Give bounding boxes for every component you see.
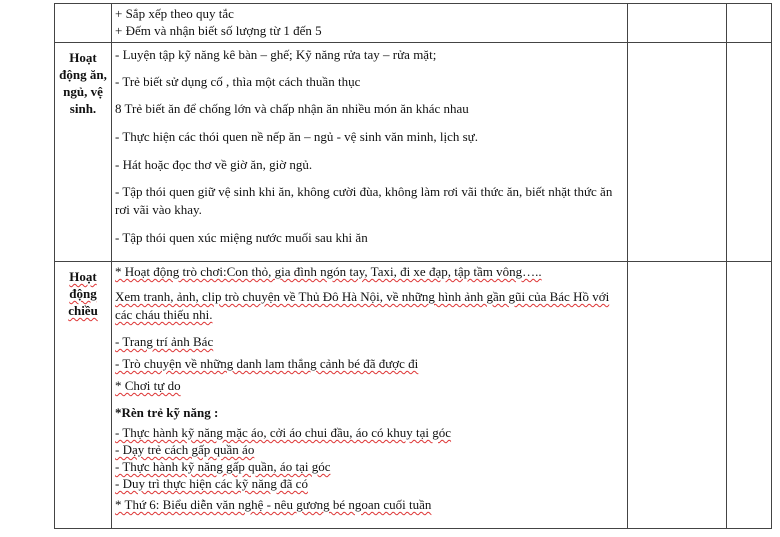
content-line: - Thực hiện các thói quen nề nếp ăn – ngủ - vệ sinh văn minh, lịch sự. [115, 129, 478, 144]
activity-content-cell [112, 4, 628, 43]
activity-label: Hoạt động chiều [68, 269, 98, 318]
content-line: - Trò chuyện về những danh lam thắng cảnh bé đã được đi [115, 356, 419, 371]
activity-content-cell [112, 262, 628, 529]
content-line: + Sắp xếp theo quy tắc [115, 6, 234, 21]
activity-content-cell [112, 43, 628, 262]
activity-label: Hoạt động ăn, ngủ, vệ sinh. [59, 50, 107, 116]
empty-cell [628, 4, 727, 43]
table-row [55, 4, 772, 43]
content-line: * Chơi tự do [115, 378, 181, 393]
content-line: - Thực hành kỹ năng gấp quần, áo tại góc [115, 459, 331, 474]
lesson-plan-table [54, 3, 772, 529]
content-line: 8 Trẻ biết ăn để chống lớn và chấp nhận ăn nhiều món ăn khác nhau [115, 101, 469, 116]
empty-cell [628, 43, 727, 262]
content-line: + Đếm và nhận biết số lượng từ 1 đến 5 [115, 23, 322, 38]
activity-label-cell [55, 4, 112, 43]
content-line: * Thứ 6: Biểu diễn văn nghệ - nêu gương bé ngoan cuối tuần [115, 497, 432, 512]
empty-cell [727, 43, 772, 262]
content-line: - Trang trí ảnh Bác [115, 334, 214, 349]
content-line: - Thực hành kỹ năng mặc áo, cởi áo chui đầu, áo có khuy tại góc [115, 425, 452, 440]
content-line: *Rèn trẻ kỹ năng : [115, 405, 219, 420]
content-line: - Tập thói quen xúc miệng nước muối sau khi ăn [115, 230, 368, 245]
content-line: - Tập thói quen giữ vệ sinh khi ăn, không cười đùa, không làm rơi vãi thức ăn, biết nhặt thức ăn rơi vãi vào khay. [115, 184, 613, 217]
content-line: - Hát hoặc đọc thơ về giờ ăn, giờ ngủ. [115, 157, 313, 172]
content-line: * Hoạt động trò chơi:Con thỏ, gia đình ngón tay, Taxi, đi xe đạp, tập tầm vông….. [115, 264, 542, 279]
content-line: Xem tranh, ảnh, clip trò chuyện về Thủ Đô Hà Nội, về những hình ảnh gần gũi của Bác Hồ với các cháu thiếu nhi. [115, 289, 610, 322]
table-row [55, 43, 772, 262]
content-line: - Trẻ biết sử dụng cố , thìa một cách thuần thục [115, 74, 361, 89]
content-line: - Luyện tập kỹ năng kê bàn – ghế; Kỹ năng rửa tay – rửa mặt; [115, 47, 437, 62]
empty-cell [628, 262, 727, 529]
empty-cell [727, 4, 772, 43]
content-line: - Duy trì thực hiện các kỹ năng đã có [115, 476, 308, 491]
table-row [55, 262, 772, 529]
activity-label-cell [55, 262, 112, 529]
content-line: - Dạy trẻ cách gấp quần áo [115, 442, 255, 457]
empty-cell [727, 262, 772, 529]
activity-label-cell [55, 43, 112, 262]
